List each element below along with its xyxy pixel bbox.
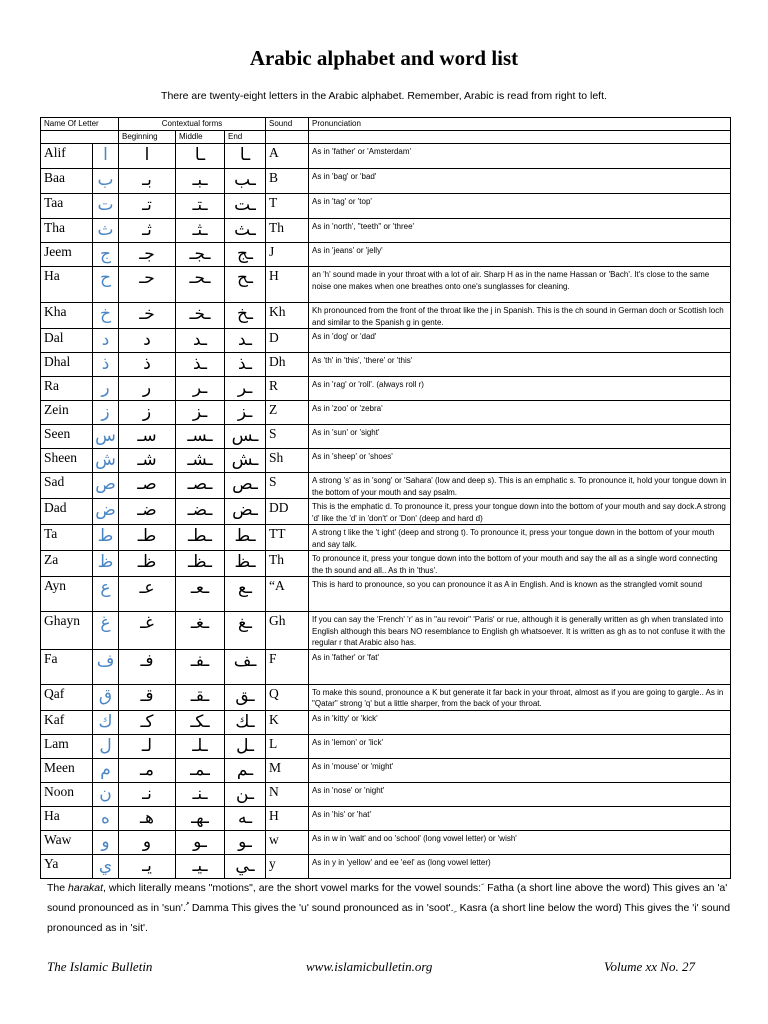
- table-row: [41, 710, 731, 734]
- letter-name: Noon: [41, 782, 93, 806]
- letter-name: Ya: [41, 854, 93, 878]
- letter-sound: K: [266, 710, 309, 734]
- header-name: Name Of Letter: [41, 118, 119, 131]
- letter-middle: ـيـ: [176, 854, 225, 878]
- letter-isolated: ص: [93, 473, 119, 499]
- table-row: [41, 806, 731, 830]
- letter-isolated: ك: [93, 710, 119, 734]
- letter-middle: ـغـ: [176, 612, 225, 650]
- letter-name: Alif: [41, 144, 93, 169]
- letter-middle: ـعـ: [176, 577, 225, 612]
- letter-end: ـب: [225, 169, 266, 194]
- letter-pronunciation: As in 'sun' or 'sight': [309, 425, 731, 449]
- letter-sound: DD: [266, 499, 309, 525]
- header-contextual: Contextual forms: [119, 118, 266, 131]
- letter-middle: ـبـ: [176, 169, 225, 194]
- letter-name: Zein: [41, 401, 93, 425]
- table-row: [41, 684, 731, 710]
- letter-middle: ـثـ: [176, 219, 225, 243]
- letter-name: Dad: [41, 499, 93, 525]
- letter-pronunciation: To pronounce it, press your tongue down into the bottom of your mouth and say the all as a single word connecting the th sound and all.. As th in 'thus'.: [309, 551, 731, 577]
- letter-end: ـج: [225, 243, 266, 267]
- harakat-body: , which literally means "motions", are the short vowel marks for the vowel sounds: َ Fatha (a short line above the word) This gives an 'a' sound pronounced as in 'sun'. ُ Damma This gives the 'u' sound pronounced as in 'soot'. ِ Kasra (a short line below the word) This gives the 'i' sound pronounced as in 'sit'.: [47, 882, 731, 934]
- letter-pronunciation: This is the emphatic d. To pronounce it, press your tongue down into the bottom of your mouth and say dock.A strong 'd' like the 'd' in 'don't' or 'Don' (deep and hard d): [309, 499, 731, 525]
- letter-middle: ـو: [176, 830, 225, 854]
- letter-name: Ha: [41, 806, 93, 830]
- header-end: End: [225, 131, 266, 144]
- letter-isolated: ش: [93, 449, 119, 473]
- letter-isolated: ز: [93, 401, 119, 425]
- letter-beginning: طـ: [119, 525, 176, 551]
- letter-sound: S: [266, 425, 309, 449]
- letter-pronunciation: As in 'north', "teeth" or 'three': [309, 219, 731, 243]
- table-row: [41, 649, 731, 684]
- letter-isolated: ر: [93, 377, 119, 401]
- letter-end: ـر: [225, 377, 266, 401]
- letter-isolated: ن: [93, 782, 119, 806]
- letter-beginning: كـ: [119, 710, 176, 734]
- letter-beginning: بـ: [119, 169, 176, 194]
- letter-pronunciation: As in 'nose' or 'night': [309, 782, 731, 806]
- letter-sound: B: [266, 169, 309, 194]
- header-blank-2: [266, 131, 309, 144]
- letter-isolated: ب: [93, 169, 119, 194]
- letter-sound: S: [266, 473, 309, 499]
- letter-pronunciation: As in 'sheep' or 'shoes': [309, 449, 731, 473]
- letter-middle: ـذ: [176, 353, 225, 377]
- harakat-term: harakat: [68, 882, 104, 894]
- letter-middle: ـظـ: [176, 551, 225, 577]
- letter-isolated: ل: [93, 734, 119, 758]
- table-row: [41, 425, 731, 449]
- letter-sound: Q: [266, 684, 309, 710]
- table-row: [41, 353, 731, 377]
- letter-beginning: ذ: [119, 353, 176, 377]
- header-beginning: Beginning: [119, 131, 176, 144]
- letter-beginning: هـ: [119, 806, 176, 830]
- footer-publication: The Islamic Bulletin: [47, 959, 153, 974]
- letter-pronunciation: A strong t like the 't ight' (deep and strong t). To pronounce it, press your tongue down in the bottom of your mouth and say talk.: [309, 525, 731, 551]
- letter-beginning: يـ: [119, 854, 176, 878]
- letter-end: ـي: [225, 854, 266, 878]
- letter-sound: “A: [266, 577, 309, 612]
- letter-isolated: خ: [93, 303, 119, 329]
- intro-text: There are twenty-eight letters in the Arabic alphabet. Remember, Arabic is read from right to left.: [161, 90, 607, 102]
- letter-end: ـض: [225, 499, 266, 525]
- letter-name: Taa: [41, 194, 93, 219]
- letter-sound: Z: [266, 401, 309, 425]
- letter-isolated: ق: [93, 684, 119, 710]
- letter-pronunciation: As in 'zoo' or 'zebra': [309, 401, 731, 425]
- letter-sound: Sh: [266, 449, 309, 473]
- letter-middle: ـا: [176, 144, 225, 169]
- letter-beginning: ر: [119, 377, 176, 401]
- table-row: [41, 401, 731, 425]
- letter-name: Ayn: [41, 577, 93, 612]
- letter-end: ـث: [225, 219, 266, 243]
- letter-name: Baa: [41, 169, 93, 194]
- harakat-lead: The: [47, 882, 69, 894]
- table-row: [41, 734, 731, 758]
- letter-middle: ـحـ: [176, 267, 225, 303]
- letter-pronunciation: As in 'jeans' or 'jelly': [309, 243, 731, 267]
- header-pronunciation: Pronunciation: [309, 118, 731, 131]
- letter-isolated: ظ: [93, 551, 119, 577]
- letter-sound: N: [266, 782, 309, 806]
- letter-middle: ـطـ: [176, 525, 225, 551]
- letter-end: ـن: [225, 782, 266, 806]
- table-row: [41, 782, 731, 806]
- letter-pronunciation: As in 'kitty' or 'kick': [309, 710, 731, 734]
- table-row: [41, 854, 731, 878]
- letter-end: ـو: [225, 830, 266, 854]
- letter-pronunciation: As in 'father' or 'fat': [309, 649, 731, 684]
- letter-sound: H: [266, 806, 309, 830]
- letter-name: Sheen: [41, 449, 93, 473]
- table-row: [41, 329, 731, 353]
- letter-end: ـص: [225, 473, 266, 499]
- letter-end: ـا: [225, 144, 266, 169]
- table-row: [41, 449, 731, 473]
- letter-name: Za: [41, 551, 93, 577]
- letter-end: ـف: [225, 649, 266, 684]
- letter-isolated: ت: [93, 194, 119, 219]
- letter-end: ـد: [225, 329, 266, 353]
- letter-name: Jeem: [41, 243, 93, 267]
- letter-sound: H: [266, 267, 309, 303]
- letter-isolated: ث: [93, 219, 119, 243]
- letter-pronunciation: As in 'rag' or 'roll'. (always roll r): [309, 377, 731, 401]
- letter-sound: J: [266, 243, 309, 267]
- letter-pronunciation: As 'th' in 'this', 'there' or 'this': [309, 353, 731, 377]
- letter-end: ـس: [225, 425, 266, 449]
- letter-sound: A: [266, 144, 309, 169]
- letter-end: ـم: [225, 758, 266, 782]
- letter-name: Ha: [41, 267, 93, 303]
- letter-name: Tha: [41, 219, 93, 243]
- letter-sound: Dh: [266, 353, 309, 377]
- letter-pronunciation: A strong 's' as in 'song' or 'Sahara' (low and deep s). This is an emphatic s. To pronounce it, hold your tongue down in the bottom of your mouth and say psalm.: [309, 473, 731, 499]
- letter-middle: ـلـ: [176, 734, 225, 758]
- letter-middle: ـخـ: [176, 303, 225, 329]
- letter-pronunciation: As in 'dog' or 'dad': [309, 329, 731, 353]
- letter-beginning: تـ: [119, 194, 176, 219]
- letter-name: Kaf: [41, 710, 93, 734]
- letter-name: Kha: [41, 303, 93, 329]
- footer-website: www.islamicbulletin.org: [306, 959, 433, 974]
- letter-beginning: لـ: [119, 734, 176, 758]
- letter-name: Ghayn: [41, 612, 93, 650]
- letter-beginning: نـ: [119, 782, 176, 806]
- letter-beginning: ا: [119, 144, 176, 169]
- letter-beginning: سـ: [119, 425, 176, 449]
- letter-pronunciation: As in 'father' or 'Amsterdam': [309, 144, 731, 169]
- letter-pronunciation: an 'h' sound made in your throat with a lot of air. Sharp H as in the name Hassan or 'Bach'. It's close to the same noise one makes when one breathes onto one's sunglasses for cleaning.: [309, 267, 731, 303]
- letter-end: ـش: [225, 449, 266, 473]
- table-row: [41, 473, 731, 499]
- letter-sound: T: [266, 194, 309, 219]
- letter-middle: ـكـ: [176, 710, 225, 734]
- letter-beginning: ثـ: [119, 219, 176, 243]
- letter-isolated: س: [93, 425, 119, 449]
- letter-beginning: ز: [119, 401, 176, 425]
- letter-end: ـق: [225, 684, 266, 710]
- letter-beginning: عـ: [119, 577, 176, 612]
- letter-name: Waw: [41, 830, 93, 854]
- letter-pronunciation: As in 'mouse' or 'might': [309, 758, 731, 782]
- letter-isolated: و: [93, 830, 119, 854]
- letter-isolated: ف: [93, 649, 119, 684]
- header-blank: [41, 131, 119, 144]
- letter-name: Seen: [41, 425, 93, 449]
- letter-beginning: حـ: [119, 267, 176, 303]
- letter-middle: ـهـ: [176, 806, 225, 830]
- table-row: [41, 525, 731, 551]
- letter-sound: R: [266, 377, 309, 401]
- letter-end: ـط: [225, 525, 266, 551]
- letter-sound: w: [266, 830, 309, 854]
- letter-name: Lam: [41, 734, 93, 758]
- letter-middle: ـمـ: [176, 758, 225, 782]
- letter-sound: M: [266, 758, 309, 782]
- letter-name: Qaf: [41, 684, 93, 710]
- table-row: [41, 830, 731, 854]
- letter-isolated: غ: [93, 612, 119, 650]
- page-title: Arabic alphabet and word list: [249, 46, 519, 70]
- letter-beginning: ظـ: [119, 551, 176, 577]
- letter-isolated: ح: [93, 267, 119, 303]
- letter-isolated: د: [93, 329, 119, 353]
- letter-beginning: فـ: [119, 649, 176, 684]
- letter-end: ـل: [225, 734, 266, 758]
- alphabet-table: [40, 117, 731, 879]
- letter-middle: ـقـ: [176, 684, 225, 710]
- letter-middle: ـز: [176, 401, 225, 425]
- letter-pronunciation: If you can say the 'French' 'r' as in "au revoir" 'Paris' or rue, although it is generally written as gh when translated into English although this bears NO resemblance to English gh whatsoever. It is written as gh as to not confuse it with the regular r that Arabic also has.: [309, 612, 731, 650]
- table-row: [41, 267, 731, 303]
- letter-beginning: غـ: [119, 612, 176, 650]
- letter-beginning: مـ: [119, 758, 176, 782]
- letter-isolated: ي: [93, 854, 119, 878]
- letter-name: Fa: [41, 649, 93, 684]
- letter-pronunciation: Kh pronounced from the front of the throat like the j in Spanish. This is the ch sound in German doch or Scottish loch and similar to the Spanish g in gente.: [309, 303, 731, 329]
- letter-name: Meen: [41, 758, 93, 782]
- letter-middle: ـفـ: [176, 649, 225, 684]
- table-row: [41, 144, 731, 169]
- table-row: [41, 169, 731, 194]
- table-row: [41, 758, 731, 782]
- header-blank-3: [309, 131, 731, 144]
- letter-pronunciation: As in 'lemon' or 'lick': [309, 734, 731, 758]
- table-row: [41, 219, 731, 243]
- letter-isolated: ط: [93, 525, 119, 551]
- letter-sound: L: [266, 734, 309, 758]
- letter-name: Ta: [41, 525, 93, 551]
- header-sound: Sound: [266, 118, 309, 131]
- letter-beginning: جـ: [119, 243, 176, 267]
- letter-end: ـح: [225, 267, 266, 303]
- table-row: [41, 194, 731, 219]
- letter-sound: Kh: [266, 303, 309, 329]
- letter-sound: F: [266, 649, 309, 684]
- letter-beginning: قـ: [119, 684, 176, 710]
- footer-volume: Volume xx No. 27: [604, 959, 695, 974]
- letter-isolated: ج: [93, 243, 119, 267]
- letter-pronunciation: As in 'bag' or 'bad': [309, 169, 731, 194]
- letter-isolated: ض: [93, 499, 119, 525]
- letter-end: ـغ: [225, 612, 266, 650]
- letter-middle: ـسـ: [176, 425, 225, 449]
- letter-end: ـت: [225, 194, 266, 219]
- letter-middle: ـد: [176, 329, 225, 353]
- letter-beginning: د: [119, 329, 176, 353]
- letter-end: ـك: [225, 710, 266, 734]
- letter-middle: ـجـ: [176, 243, 225, 267]
- harakat-note: [47, 878, 737, 938]
- letter-beginning: ضـ: [119, 499, 176, 525]
- letter-middle: ـضـ: [176, 499, 225, 525]
- letter-pronunciation: As in 'tag' or 'top': [309, 194, 731, 219]
- table-row: [41, 303, 731, 329]
- letter-middle: ـصـ: [176, 473, 225, 499]
- letter-end: ـه: [225, 806, 266, 830]
- letter-isolated: ه: [93, 806, 119, 830]
- letter-middle: ـر: [176, 377, 225, 401]
- letter-sound: Gh: [266, 612, 309, 650]
- letter-sound: TT: [266, 525, 309, 551]
- letter-beginning: صـ: [119, 473, 176, 499]
- letter-end: ـز: [225, 401, 266, 425]
- letter-middle: ـشـ: [176, 449, 225, 473]
- letter-pronunciation: As in w in 'walt' and oo 'school' (long vowel letter) or 'wish': [309, 830, 731, 854]
- letter-isolated: ا: [93, 144, 119, 169]
- letter-beginning: شـ: [119, 449, 176, 473]
- letter-beginning: و: [119, 830, 176, 854]
- letter-isolated: ع: [93, 577, 119, 612]
- letter-middle: ـنـ: [176, 782, 225, 806]
- letter-name: Dal: [41, 329, 93, 353]
- header-middle: Middle: [176, 131, 225, 144]
- letter-sound: Th: [266, 551, 309, 577]
- letter-pronunciation: To make this sound, pronounce a K but generate it far back in your throat, almost as if you are going to gargle.. As in "Qatar" strong 'q' but a little sharper, from the back of your throat.: [309, 684, 731, 710]
- letter-end: ـع: [225, 577, 266, 612]
- letter-pronunciation: This is hard to pronounce, so you can pronounce it as A in English. And is known as the strangled vomit sound: [309, 577, 731, 612]
- table-row: [41, 551, 731, 577]
- letter-sound: Th: [266, 219, 309, 243]
- letter-isolated: ذ: [93, 353, 119, 377]
- letter-name: Sad: [41, 473, 93, 499]
- letter-pronunciation: As in y in 'yellow' and ee 'eel' as (long vowel letter): [309, 854, 731, 878]
- letter-isolated: م: [93, 758, 119, 782]
- letter-end: ـذ: [225, 353, 266, 377]
- letter-beginning: خـ: [119, 303, 176, 329]
- letter-end: ـظ: [225, 551, 266, 577]
- letter-middle: ـتـ: [176, 194, 225, 219]
- table-row: [41, 243, 731, 267]
- letter-end: ـخ: [225, 303, 266, 329]
- table-row: [41, 612, 731, 650]
- letter-sound: y: [266, 854, 309, 878]
- table-row: [41, 499, 731, 525]
- letter-pronunciation: As in 'his' or 'hat': [309, 806, 731, 830]
- table-row: [41, 577, 731, 612]
- letter-name: Dhal: [41, 353, 93, 377]
- letter-sound: D: [266, 329, 309, 353]
- letter-name: Ra: [41, 377, 93, 401]
- table-row: [41, 377, 731, 401]
